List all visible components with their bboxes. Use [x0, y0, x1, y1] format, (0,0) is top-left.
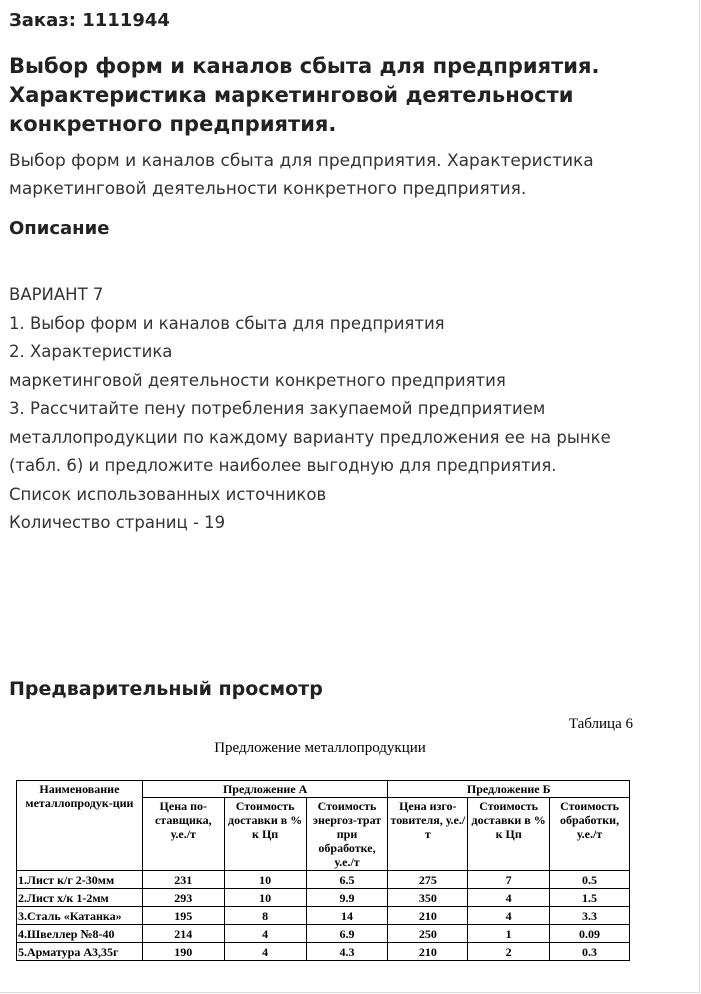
table-cell: 9.9 — [306, 889, 388, 907]
table-header-cell: Цена по-ставщика, у.е./т — [142, 798, 224, 871]
table-cell: 0.5 — [550, 871, 630, 889]
table-cell: 210 — [388, 907, 468, 925]
table-cell: 190 — [142, 943, 224, 961]
table-cell: 195 — [142, 907, 224, 925]
table-cell: 231 — [142, 871, 224, 889]
table-cell: 2.Лист х/к 1-2мм — [17, 889, 143, 907]
table-cell: 4 — [224, 925, 306, 943]
description-line: маркетинговой деятельности конкретного предприятия — [9, 370, 506, 390]
table-header-cell: Стоимость доставки в % к Цп — [468, 798, 550, 871]
table-row — [17, 907, 630, 925]
table-row — [17, 871, 630, 889]
table-header-name: Наименование металлопродук-ции — [17, 781, 143, 871]
table-cell: 4.3 — [306, 943, 388, 961]
table-cell: 2 — [468, 943, 550, 961]
table-cell: 210 — [388, 943, 468, 961]
table-cell: 4.Швеллер №8-40 — [17, 925, 143, 943]
table-cell: 1.Лист к/г 2-30мм — [17, 871, 143, 889]
table-title: Предложение металлопродукции — [214, 740, 426, 756]
table-row — [17, 925, 630, 943]
table-cell: 6.9 — [306, 925, 388, 943]
description-line: металлопродукции по каждому варианту предложения ее на рынке — [9, 427, 611, 447]
table-cell: 1.5 — [550, 889, 630, 907]
table-cell: 214 — [142, 925, 224, 943]
table-cell: 8 — [224, 907, 306, 925]
table-row — [17, 943, 630, 961]
page-title: Выбор форм и каналов сбыта для предприятия. Характеристика маркетинговой деятельности конкретного предприятия. — [9, 54, 600, 136]
table-header-group-a: Предложение А — [142, 781, 388, 798]
table-caption: Таблица 6 — [568, 716, 633, 732]
metal-offer-table — [16, 780, 630, 961]
table-header-group-b: Предложение Б — [388, 781, 630, 798]
table-cell: 10 — [224, 871, 306, 889]
description-heading: Описание — [9, 218, 110, 239]
table-cell: 7 — [468, 871, 550, 889]
description-line: 3. Рассчитайте пену потребления закупаемой предприятием — [9, 399, 546, 418]
description-line: Количество страниц - 19 — [9, 513, 226, 532]
table-cell: 1 — [468, 925, 550, 943]
table-cell: 350 — [388, 889, 468, 907]
table-cell: 3.Сталь «Катанка» — [17, 907, 143, 925]
table-cell: 0.3 — [550, 943, 630, 961]
table-cell: 293 — [142, 889, 224, 907]
table-header-cell: Стоимость доставки в % к Цп — [224, 798, 306, 871]
table-header-cell: Стоимость энергоз-трат при обработке, у.е./т — [306, 798, 388, 871]
description-line: 2. Характеристика — [9, 342, 173, 361]
table-row — [17, 889, 630, 907]
description-line: 1. Выбор форм и каналов сбыта для предприятия — [9, 313, 445, 333]
table-cell: 4 — [468, 907, 550, 925]
table-cell: 3.3 — [550, 907, 630, 925]
page-subtitle: Выбор форм и каналов сбыта для предприятия. Характеристика маркетинговой деятельности конкретного предприятия. — [9, 151, 594, 199]
table-cell: 0.09 — [550, 925, 630, 943]
description-line: (табл. 6) и предложите наиболее выгодную для предприятия. — [9, 456, 557, 475]
table-header-cell: Цена изго-товителя, у.е./т — [388, 798, 468, 871]
table-cell: 4 — [224, 943, 306, 961]
table-cell: 275 — [388, 871, 468, 889]
description-line: ВАРИАНТ 7 — [9, 285, 104, 304]
description-body — [9, 281, 699, 538]
table-cell: 10 — [224, 889, 306, 907]
preview-image — [0, 710, 701, 994]
preview-heading: Предварительный просмотр — [9, 678, 323, 700]
table-cell: 14 — [306, 907, 388, 925]
table-cell: 4 — [468, 889, 550, 907]
table-header-cell: Стоимость обработки, у.е./т — [550, 798, 630, 871]
table-cell: 5.Арматура А3,35г — [17, 943, 143, 961]
table-cell: 250 — [388, 925, 468, 943]
table-cell: 6.5 — [306, 871, 388, 889]
description-line: Список использованных источников — [9, 484, 327, 504]
order-number: Заказ: 1111944 — [9, 10, 170, 31]
